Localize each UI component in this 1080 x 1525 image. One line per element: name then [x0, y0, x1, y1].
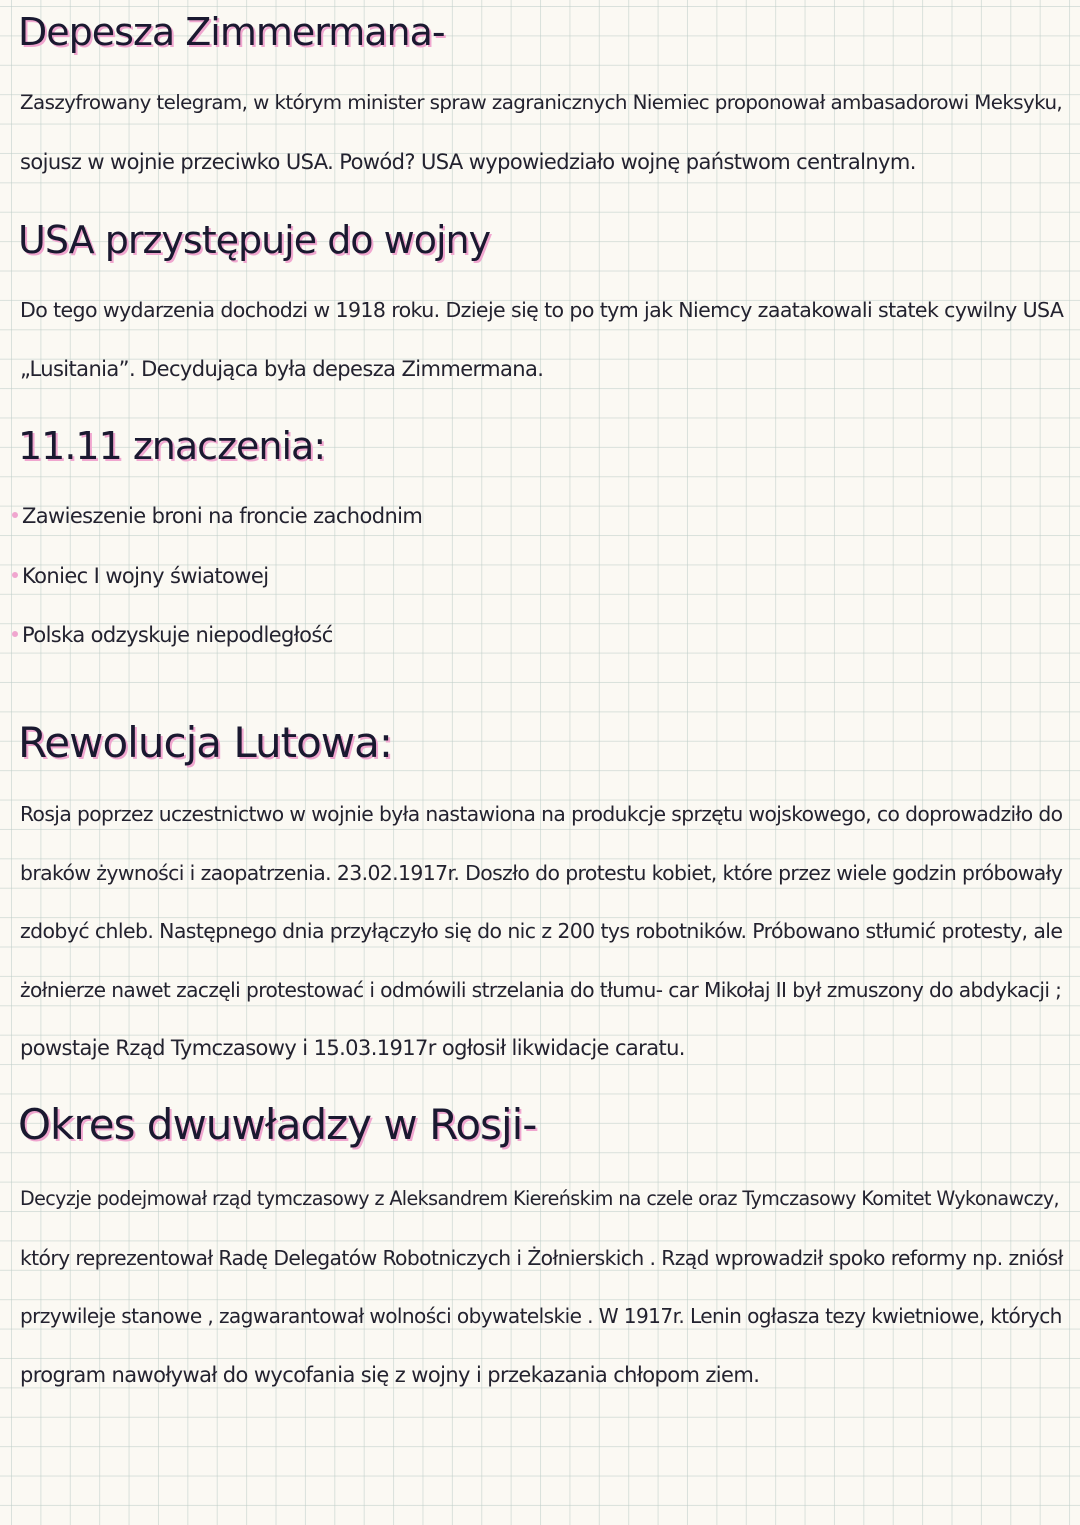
text-line: braków żywności i zaopatrzenia. 23.02.1917r. Doszło do protestu kobiet, które przez wiele godzin próbowały — [20, 860, 1063, 885]
list-item-text: Zawieszenie broni na froncie zachodnim — [22, 504, 423, 528]
text-line: powstaje Rząd Tymczasowy i 15.03.1917r ogłosił likwidacje caratu. — [20, 1036, 685, 1060]
bullet-icon — [12, 572, 18, 578]
heading-11-11-meaning: 11.11 znaczenia: — [18, 424, 326, 468]
heading-february-revolution: Rewolucja Lutowa: — [18, 718, 393, 767]
text-line: Decyzje podejmował rząd tymczasowy z Aleksandrem Kiereńskim na czele oraz Tymczasowy Komitet Wykonawczy, — [20, 1187, 1060, 1210]
text-line: który reprezentował Radę Delegatów Robotniczych i Żołnierskich . Rząd wprowadził spoko reformy np. zniósł — [20, 1245, 1063, 1270]
heading-zimmermann-telegram: Depesza Zimmermana- — [18, 10, 445, 54]
text-line: „Lusitania”. Decydująca była depesza Zimmermana. — [20, 356, 544, 381]
text-line: żołnierze nawet zaczęli protestować i odmówili strzelania do tłumu- car Mikołaj II był zmuszony do abdykacji ; — [20, 977, 1062, 1002]
bullet-icon — [12, 631, 18, 637]
paragraph-dual-power — [20, 1170, 1065, 1404]
bullet-icon — [12, 512, 18, 518]
paragraph-zimmermann-telegram — [20, 74, 1065, 191]
text-line: Rosja poprzez uczestnictwo w wojnie była nastawiona na produkcje sprzętu wojskowego, co doprowadziło do — [20, 802, 1063, 826]
text-line: zdobyć chleb. Następnego dnia przyłączyło się do nic z 200 tys robotników. Próbowano stłumić protesty, ale — [20, 919, 1063, 943]
text-line: program nawoływał do wycofania się z wojny i przekazania chłopom ziem. — [20, 1362, 760, 1387]
text-line: sojusz w wojnie przeciwko USA. Powód? USA wypowiedziało wojnę państwom centralnym. — [20, 149, 916, 174]
list-item-text: Polska odzyskuje niepodległość — [22, 623, 333, 647]
paragraph-february-revolution — [20, 785, 1065, 1078]
list-item-text: Koniec I wojny światowej — [22, 563, 269, 588]
meaning-list — [12, 487, 422, 666]
list-item — [12, 547, 422, 607]
heading-usa-enters-war: USA przystępuje do wojny — [18, 218, 491, 262]
text-line: przywileje stanowe , zagwarantował wolności obywatelskie . W 1917r. Lenin ogłasza tezy kwietniowe, których — [20, 1304, 1062, 1328]
text-line: Do tego wydarzenia dochodzi w 1918 roku. Dzieje się to po tym jak Niemcy zaatakowali statek cywilny USA — [20, 298, 1064, 322]
list-item — [12, 487, 422, 547]
heading-dual-power: Okres dwuwładzy w Rosji- — [18, 1100, 537, 1149]
text-line: Zaszyfrowany telegram, w którym minister spraw zagranicznych Niemiec proponował ambasadorowi Meksyku, — [20, 91, 1063, 114]
list-item — [12, 606, 422, 666]
paragraph-usa-enters-war — [20, 281, 1065, 398]
